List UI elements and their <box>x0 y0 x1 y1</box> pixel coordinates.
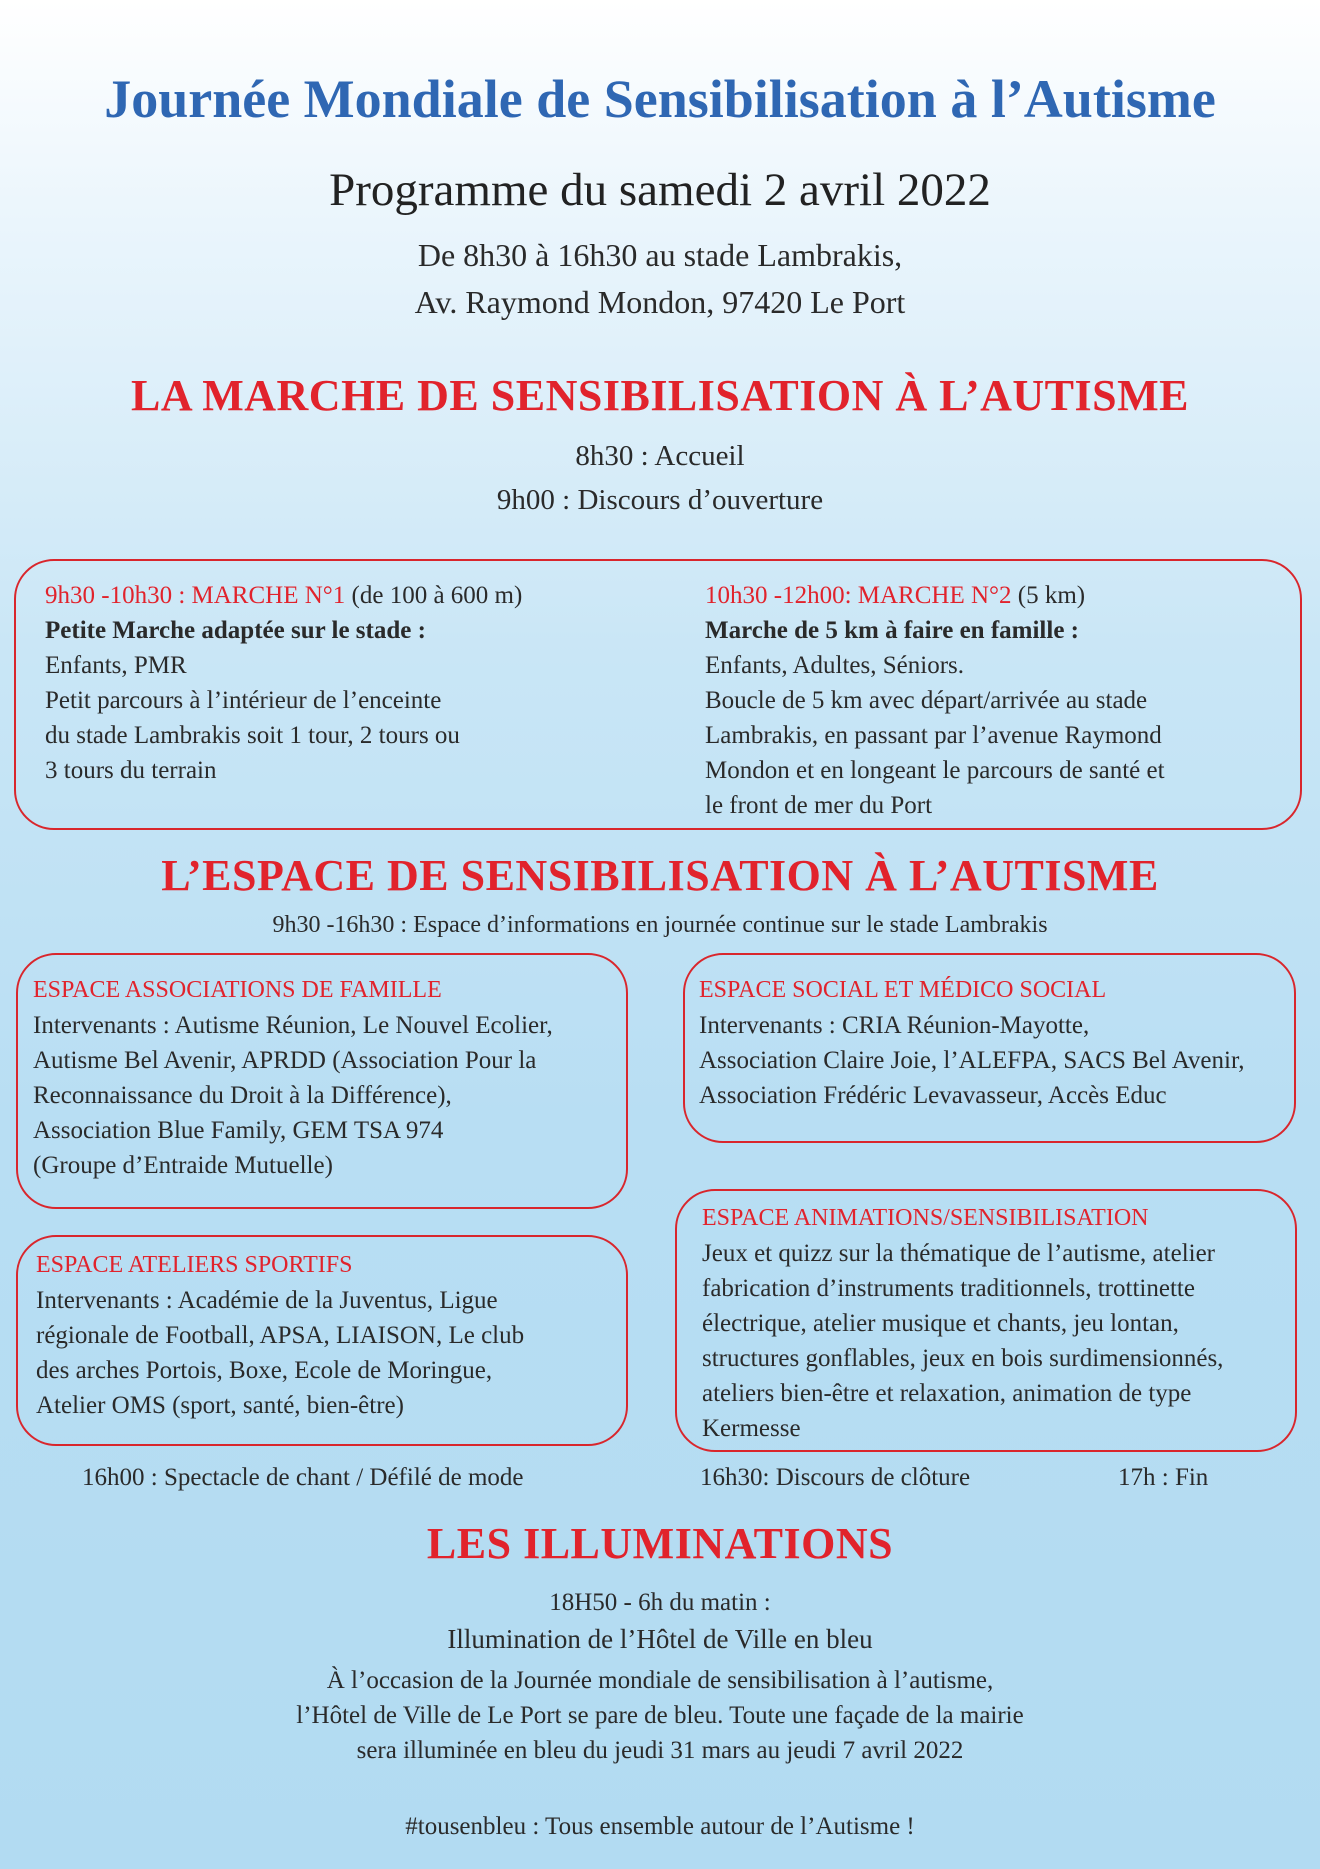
location-line-2: Av. Raymond Mondon, 97420 Le Port <box>414 284 906 320</box>
animations-content <box>702 1201 1292 1446</box>
animations-line: Kermesse <box>702 1415 801 1442</box>
section-heading-illuminations: LES ILLUMINATIONS <box>426 1519 894 1568</box>
sport-line: des arches Portois, Boxe, Ecole de Moringue, <box>36 1357 493 1384</box>
marche-1-line: Enfants, PMR <box>45 652 187 679</box>
sport-line: Atelier OMS (sport, santé, bien-être) <box>36 1392 404 1419</box>
marche-2-line: Boucle de 5 km avec départ/arrivée au stade <box>705 687 1148 714</box>
sport-line: régionale de Football, APSA, LIAISON, Le club <box>36 1322 525 1349</box>
marche-1-column <box>45 578 645 788</box>
marche-2-column <box>705 578 1295 823</box>
famille-title: ESPACE ASSOCIATIONS DE FAMILLE <box>33 977 442 1003</box>
discours-cloture-time: 16h30: Discours de clôture <box>700 1464 971 1491</box>
social-content <box>699 973 1289 1113</box>
marche-2-line: Mondon et en longeant le parcours de santé et <box>705 757 1165 784</box>
marche-1-line: du stade Lambrakis soit 1 tour, 2 tours ou <box>45 722 460 749</box>
marche-2-subtitle: Marche de 5 km à faire en famille : <box>705 617 1079 644</box>
animations-line: électrique, atelier musique et chants, jeu lontan, <box>702 1310 1179 1337</box>
page-title: Journée Mondiale de Sensibilisation à l’Autisme <box>104 69 1216 129</box>
illuminations-line: À l’occasion de la Journée mondiale de sensibilisation à l’autisme, <box>326 1667 994 1694</box>
animations-line: structures gonflables, jeux en bois surdimensionnés, <box>702 1345 1224 1372</box>
marche-1-subtitle: Petite Marche adaptée sur le stade : <box>45 617 426 644</box>
illuminations-line: l’Hôtel de Ville de Le Port se pare de bleu. Toute une façade de la mairie <box>296 1702 1024 1729</box>
marche-1-line: Petit parcours à l’intérieur de l’enceinte <box>45 687 442 714</box>
section-heading-marche: LA MARCHE DE SENSIBILISATION À L’AUTISME <box>131 371 1189 420</box>
espace-subtitle: 9h30 -16h30 : Espace d’informations en journée continue sur le stade Lambrakis <box>272 912 1048 938</box>
marche-2-line: Lambrakis, en passant par l’avenue Raymond <box>705 722 1162 749</box>
spectacle-time: 16h00 : Spectacle de chant / Défilé de mode <box>82 1464 524 1491</box>
social-title: ESPACE SOCIAL ET MÉDICO SOCIAL <box>699 977 1107 1003</box>
animations-line: Jeux et quizz sur la thématique de l’autisme, atelier <box>702 1240 1216 1267</box>
famille-line: (Groupe d’Entraide Mutuelle) <box>33 1152 333 1179</box>
location-line-1: De 8h30 à 16h30 au stade Lambrakis, <box>417 237 903 273</box>
animations-line: fabrication d’instruments traditionnels, trottinette <box>702 1275 1195 1302</box>
famille-line: Autisme Bel Avenir, APRDD (Association Pour la <box>33 1047 537 1074</box>
marche-1-heading <box>45 578 645 613</box>
sport-line: Intervenants : Académie de la Juventus, Ligue <box>36 1287 498 1314</box>
famille-line: Association Blue Family, GEM TSA 974 <box>33 1117 444 1144</box>
hashtag-line: #tousenbleu : Tous ensemble autour de l’Autisme ! <box>405 1813 915 1840</box>
famille-line: Reconnaissance du Droit à la Différence), <box>33 1082 452 1109</box>
marche-2-distance: (5 km) <box>1011 582 1086 609</box>
famille-content <box>33 973 623 1183</box>
discours-ouverture-time: 9h00 : Discours d’ouverture <box>496 484 824 516</box>
animations-line: ateliers bien-être et relaxation, animation de type <box>702 1380 1192 1407</box>
marche-2-time: 10h30 -12h00: MARCHE N°2 <box>705 582 1012 609</box>
accueil-time: 8h30 : Accueil <box>575 440 745 472</box>
marche-1-time: 9h30 -10h30 : MARCHE N°1 <box>45 582 346 609</box>
famille-line: Intervenants : Autisme Réunion, Le Nouvel Ecolier, <box>33 1012 553 1039</box>
marche-2-heading <box>705 578 1295 613</box>
illuminations-line: sera illuminée en bleu du jeudi 31 mars au jeudi 7 avril 2022 <box>356 1737 964 1764</box>
marche-1-line: 3 tours du terrain <box>45 757 217 784</box>
social-line: Intervenants : CRIA Réunion-Mayotte, <box>699 1012 1090 1039</box>
sport-title: ESPACE ATELIERS SPORTIFS <box>36 1252 353 1278</box>
animations-title: ESPACE ANIMATIONS/SENSIBILISATION <box>702 1205 1149 1231</box>
sport-content <box>36 1248 621 1423</box>
section-heading-espace: L’ESPACE DE SENSIBILISATION À L’AUTISME <box>161 851 1159 900</box>
social-line: Association Claire Joie, l’ALEFPA, SACS Bel Avenir, <box>699 1047 1245 1074</box>
social-line: Association Frédéric Levavasseur, Accès Educ <box>699 1082 1167 1109</box>
illuminations-subtitle: Illumination de l’Hôtel de Ville en bleu <box>447 1624 873 1654</box>
marche-2-line: Enfants, Adultes, Séniors. <box>705 652 965 679</box>
programme-date: Programme du samedi 2 avril 2022 <box>329 164 991 216</box>
illuminations-time: 18H50 - 6h du matin : <box>549 1589 771 1616</box>
marche-1-distance: (de 100 à 600 m) <box>345 582 523 609</box>
fin-time: 17h : Fin <box>1118 1464 1209 1491</box>
marche-2-line: le front de mer du Port <box>705 792 933 819</box>
